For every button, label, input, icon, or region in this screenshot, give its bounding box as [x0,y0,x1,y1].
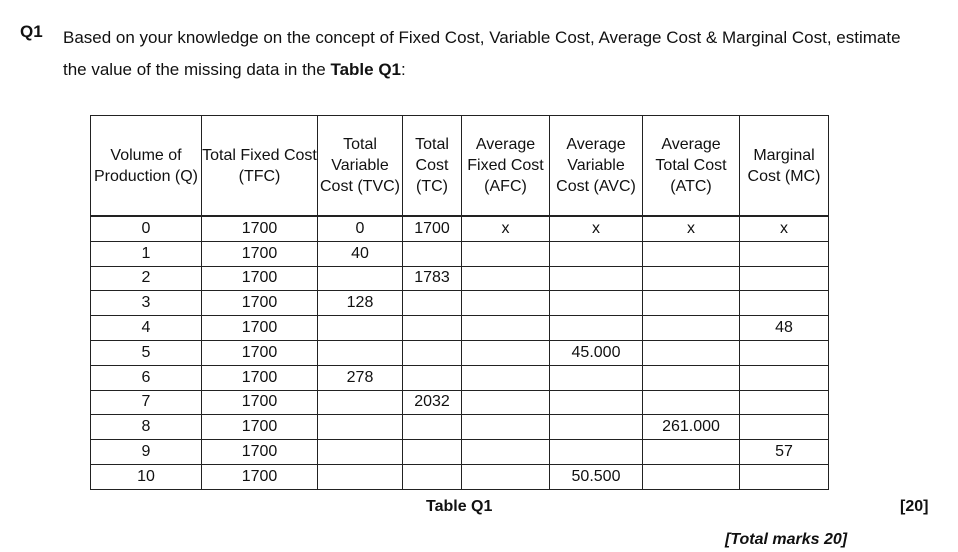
cost-table [90,115,829,490]
cell-afc [462,464,550,489]
header-mc: Marginal Cost (MC) [740,116,829,217]
table-row [91,241,829,266]
cell-tc [403,291,462,316]
cell-tvc: 278 [318,365,403,390]
cell-volume: 7 [91,390,202,415]
question-text-part2: : [401,60,406,79]
cell-atc [643,340,740,365]
cell-tfc: 1700 [202,316,318,341]
question-number: Q1 [20,22,43,41]
table-row [91,415,829,440]
header-tfc: Total Fixed Cost (TFC) [202,116,318,217]
table-row [91,216,829,241]
cell-tc [403,440,462,465]
header-atc: Average Total Cost (ATC) [643,116,740,217]
cell-afc [462,241,550,266]
cell-atc [643,266,740,291]
cell-volume: 1 [91,241,202,266]
cell-tfc: 1700 [202,291,318,316]
cell-tfc: 1700 [202,464,318,489]
cell-tfc: 1700 [202,241,318,266]
cell-volume: 5 [91,340,202,365]
cell-atc [643,316,740,341]
cell-atc [643,291,740,316]
cell-avc [550,390,643,415]
cell-atc: 261.000 [643,415,740,440]
cell-mc [740,390,829,415]
table-caption: Table Q1 [426,498,493,515]
cell-avc: 50.500 [550,464,643,489]
cell-tc [403,316,462,341]
cell-tvc: 128 [318,291,403,316]
header-avc: Average Variable Cost (AVC) [550,116,643,217]
cell-volume: 6 [91,365,202,390]
cell-afc [462,365,550,390]
cell-tc: 2032 [403,390,462,415]
cell-avc [550,365,643,390]
table-row [91,365,829,390]
cell-tc [403,365,462,390]
cell-afc [462,415,550,440]
table-row [91,340,829,365]
cell-afc [462,316,550,341]
cell-tvc [318,415,403,440]
cell-afc [462,266,550,291]
cell-tfc: 1700 [202,216,318,241]
question-text-bold: Table Q1 [330,60,401,79]
cell-mc [740,241,829,266]
cell-volume: 9 [91,440,202,465]
table-header-row [91,116,829,217]
cell-tvc [318,390,403,415]
cell-afc [462,291,550,316]
header-volume: Volume of Production (Q) [91,116,202,217]
cell-atc: x [643,216,740,241]
cell-mc: 57 [740,440,829,465]
cell-avc [550,266,643,291]
cell-tvc: 40 [318,241,403,266]
table-row [91,440,829,465]
cell-tvc [318,266,403,291]
table-row [91,390,829,415]
question-text [63,22,923,86]
cell-avc: x [550,216,643,241]
cell-afc [462,390,550,415]
cell-atc [643,365,740,390]
cell-tvc [318,464,403,489]
header-afc: Average Fixed Cost (AFC) [462,116,550,217]
cell-volume: 0 [91,216,202,241]
cell-volume: 10 [91,464,202,489]
cell-tfc: 1700 [202,340,318,365]
cell-atc [643,464,740,489]
cell-tfc: 1700 [202,365,318,390]
cell-mc [740,464,829,489]
cell-atc [643,241,740,266]
cell-tvc: 0 [318,216,403,241]
cell-afc [462,440,550,465]
cell-mc [740,340,829,365]
cell-tvc [318,340,403,365]
header-tc: Total Cost (TC) [403,116,462,217]
question-text-part1: Based on your knowledge on the concept of Fixed Cost, Variable Cost, Average Cost & Marginal Cost, estimate the value of the missing data in the [63,28,901,79]
cell-avc [550,316,643,341]
cell-tfc: 1700 [202,415,318,440]
cell-tc: 1783 [403,266,462,291]
cell-tc: 1700 [403,216,462,241]
cell-tvc [318,440,403,465]
cell-afc [462,340,550,365]
table-row [91,464,829,489]
cell-tc [403,241,462,266]
question-marks: [20] [900,498,929,515]
cell-mc [740,266,829,291]
table-row [91,266,829,291]
cell-tvc [318,316,403,341]
cell-avc: 45.000 [550,340,643,365]
cell-atc [643,390,740,415]
cell-tfc: 1700 [202,440,318,465]
cell-avc [550,440,643,465]
cell-tfc: 1700 [202,266,318,291]
table-row [91,316,829,341]
cell-volume: 8 [91,415,202,440]
cell-tfc: 1700 [202,390,318,415]
cell-volume: 4 [91,316,202,341]
cell-mc: 48 [740,316,829,341]
cell-afc: x [462,216,550,241]
cell-atc [643,440,740,465]
table-row [91,291,829,316]
cell-mc [740,365,829,390]
cell-mc [740,291,829,316]
cell-avc [550,241,643,266]
cell-avc [550,291,643,316]
cell-mc [740,415,829,440]
cell-tc [403,464,462,489]
cell-mc: x [740,216,829,241]
cell-volume: 3 [91,291,202,316]
cell-tc [403,340,462,365]
cell-avc [550,415,643,440]
total-marks: [Total marks 20] [725,531,848,548]
header-tvc: Total Variable Cost (TVC) [318,116,403,217]
cell-volume: 2 [91,266,202,291]
cell-tc [403,415,462,440]
